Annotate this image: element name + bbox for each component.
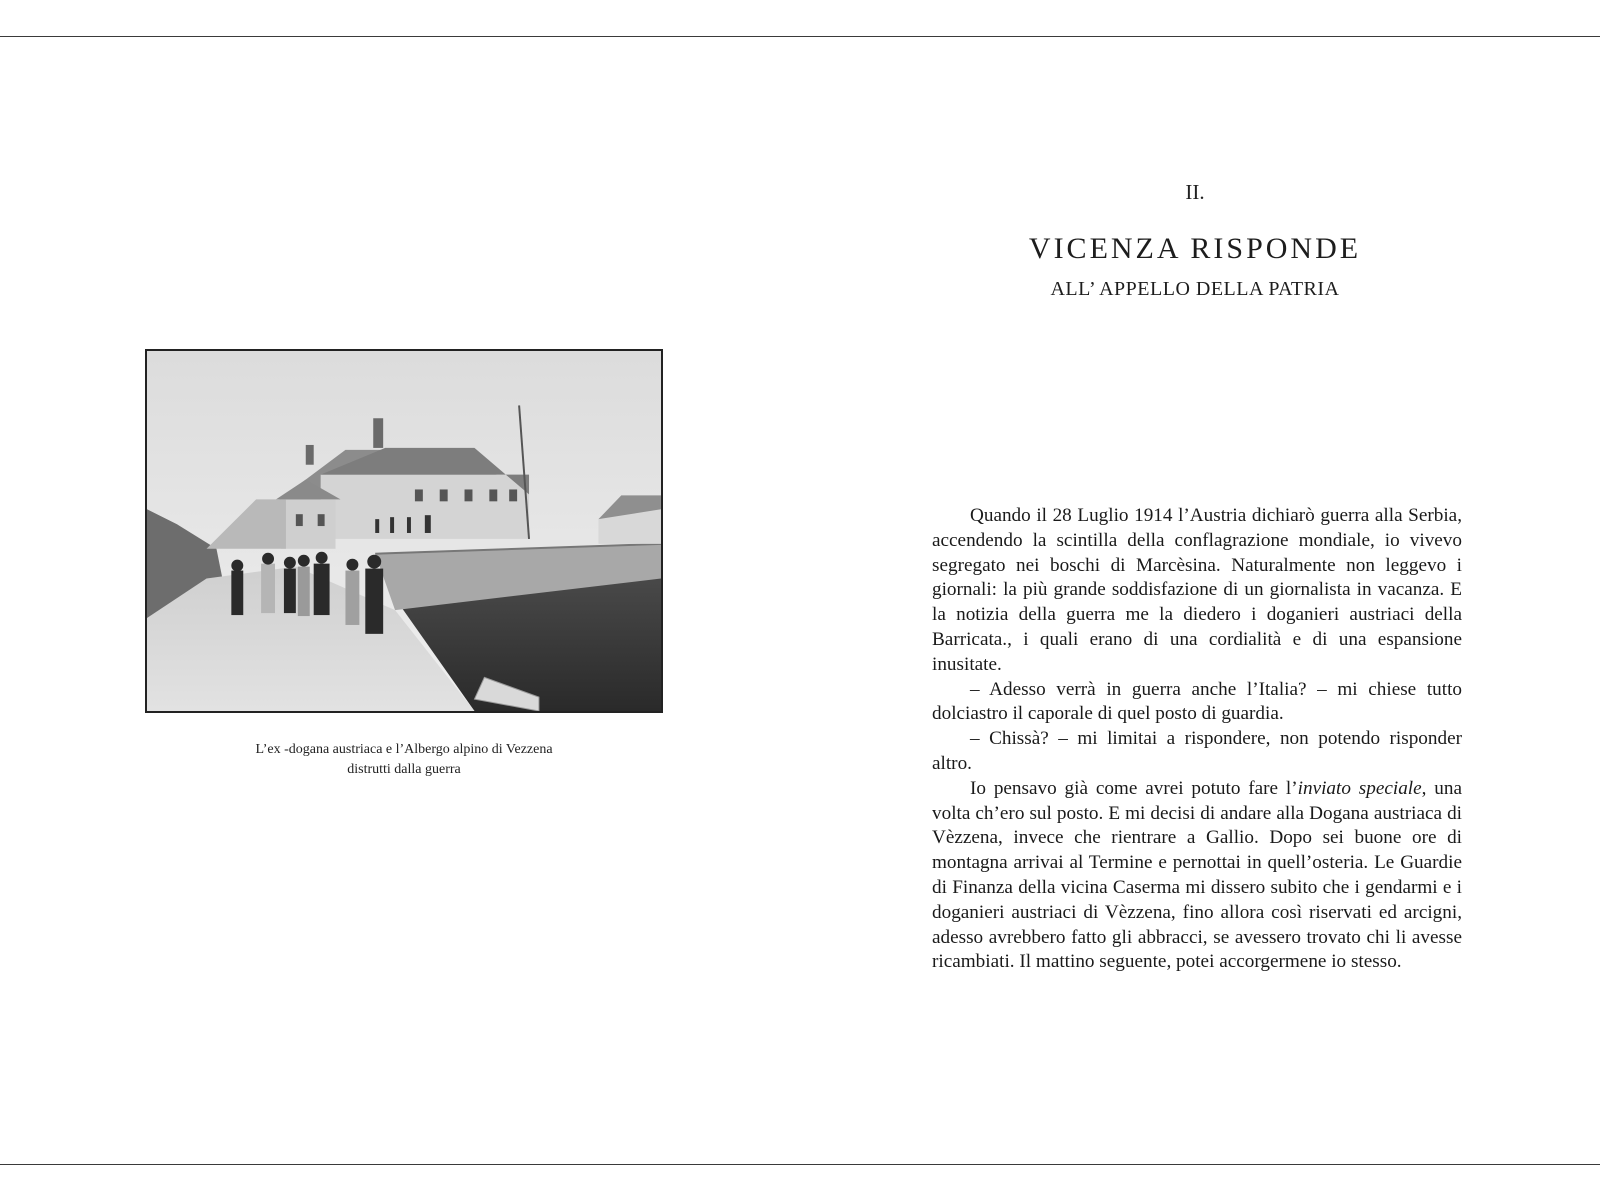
paragraph-2: – Adesso verrà in guerra anche l’Italia? – mi chiese tutto dolciastro il caporale di quel posto di guardia.: [932, 678, 1462, 725]
photo-caption: [145, 740, 663, 780]
paragraph-4: [932, 777, 1462, 975]
paragraph-3: – Chissà? – mi limitai a rispondere, non potendo risponder altro.: [932, 728, 1462, 774]
paragraph-1: Quando il 28 Luglio 1914 l’Austria dichiarò guerra alla Serbia, accendendo la scintilla della conflagrazione mondiale, io vivevo segregato nei boschi di Marcèsina. Naturalmente non leggevo i giornali: la più grande soddisfazione di un giornalista in vacanza. E la notizia della guerra me la diedero i doganieri austriaci della Barricata., i quali erano di una cordialità e di una espansione inusitate.: [932, 505, 1462, 675]
chapter-number: II.: [1185, 180, 1205, 204]
top-rule: [0, 36, 1600, 37]
historical-photo: [145, 349, 663, 713]
chapter-body: [932, 504, 1462, 975]
chapter-title: VICENZA RISPONDE: [1028, 232, 1362, 265]
chapter-subtitle: ALL’ APPELLO DELLA PATRIA: [1050, 278, 1340, 300]
caption-line-2: distrutti dalla guerra: [347, 762, 461, 777]
bottom-rule: [0, 1164, 1600, 1165]
photo-of-alpine-hotel-and-customs-house-icon: [147, 351, 661, 711]
paragraph-4-end: , una volta ch’ero sul posto. E mi decisi di andare alla Dogana austriaca di Vèzzena, invece che rientrare a Gallio. Dopo sei buone ore di montagna arrivai al Termine e pernottai in quell’osteria. Le Guardie di Finanza della vicina Caserma mi dissero subito che i gendarmi e i doganieri austriaci di Vèzzena, fino allora così riservati ed arcigni, adesso avrebbero fatto gli abbracci, se avessero trovato chi li avesse ricambiati. Il mattino seguente, potei accorgermene io stesso.: [932, 777, 1462, 973]
paragraph-4-start: Io pensavo già come avrei potuto fare l’: [970, 777, 1298, 799]
caption-line-1: L’ex -dogana austriaca e l’Albergo alpino di Vezzena: [255, 742, 553, 757]
paragraph-4-italic: inviato speciale: [1297, 777, 1422, 799]
